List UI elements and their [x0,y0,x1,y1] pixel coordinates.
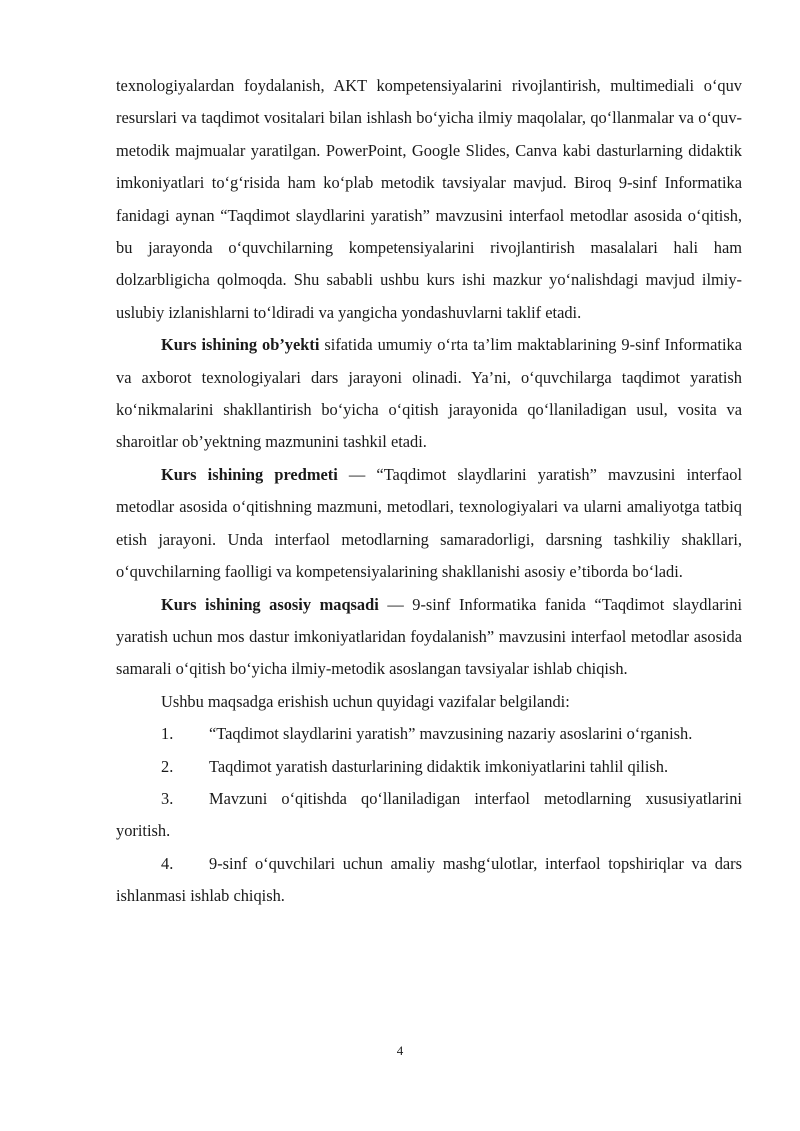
list-item-text: “Taqdimot slaydlarini yaratish” mavzusining nazariy asoslarini o‘rganish. [209,724,693,744]
page-number: 4 [396,1043,404,1058]
subject-text: — “Taqdimot slaydlarini yaratish” mavzusini interfaol metodlar asosida o‘qitishning mazmuni, metodlari, texnologiyalari va ularni amaliyotga tatbiq etish jarayoni. Unda interfaol metodlarning samaradorligi, darsning tashkiliy shakllari, o‘quvchilarning faolligi va kompetensiyalarining shakllanishi asosiy e’tiborda bo‘ladi. [116,464,742,582]
paragraph-object [116,329,742,459]
object-text: sifatida umumiy o‘rta ta’lim maktablarining 9-sinf Informatika va axborot texnologiyalari dars jarayoni olinadi. Ya’ni, o‘quvchilarga taqdimot yaratish ko‘nikmalarini shakllantirish bo‘yicha o‘qitish jarayonida qo‘llaniladigan usul, vosita va sharoitlar ob’yektning mazmunini tashkil etadi. [116,335,743,452]
list-item-text: 9-sinf o‘quvchilari uchun amaliy mashg‘ulotlar, interfaol topshiriqlar va dars ishlanmasi ishlab chiqish. [116,853,742,906]
tasks-intro: Ushbu maqsadga erishish uchun quyidagi vazifalar belgilandi: [161,691,570,711]
list-item-text: Taqdimot yaratish dasturlarining didaktik imkoniyatlarini tahlil qilish. [209,756,669,776]
object-term: Kurs ishining ob’yekti [161,335,320,355]
paragraph-goal [116,589,742,686]
body-text [116,70,742,913]
list-item [116,783,742,848]
paragraph-subject [116,459,742,589]
list-item-number: 1. [161,724,174,744]
list-item [116,848,742,913]
paragraph-literature-review: texnologiyalardan foydalanish, AKT kompetensiyalarini rivojlantirish, multimediali o‘quv resurslari va taqdimot vositalari bilan ishlash bo‘yicha ilmiy maqolalar, qo‘llanmalar va o‘quv-metodik majmualar yaratilgan. PowerPoint, Google Slides, Canva kabi dasturlarning didaktik imkoniyatlari to‘g‘risida ham ko‘plab metodik tavsiyalar mavjud. Biroq 9-sinf Informatika fanidagi aynan “Taqdimot slaydlarini yaratish” mavzusini interfaol metodlar asosida o‘qitish, bu jarayonda o‘quvchilarning kompetensiyalarini rivojlantirish masalalari hali ham dolzarbligicha qolmoqda. Shu sababli ushbu kurs ishi mazkur yo‘nalishdagi mavjud ilmiy-uslubiy izlanishlarni to‘ldiradi va yangicha yondashuvlarni taklif etadi. [116,76,742,322]
list-item-number: 4. [161,853,174,873]
list-item [116,718,742,750]
goal-term: Kurs ishining asosiy maqsadi [161,594,379,614]
list-item-number: 3. [161,788,174,808]
goal-text: — 9-sinf Informatika fanida “Taqdimot slaydlarini yaratish uchun mos dastur imkoniyatlaridan foydalanish” mavzusini interfaol metodlar asosida samarali o‘qitish bo‘yicha ilmiy-metodik asoslangan tavsiyalar ishlab chiqish. [116,594,743,679]
list-item-number: 2. [161,756,174,776]
subject-term: Kurs ishining predmeti [161,464,338,484]
list-item-text: Mavzuni o‘qitishda qo‘llaniladigan interfaol metodlarning xususiyatlarini yoritish. [116,788,742,841]
list-item [116,751,742,783]
